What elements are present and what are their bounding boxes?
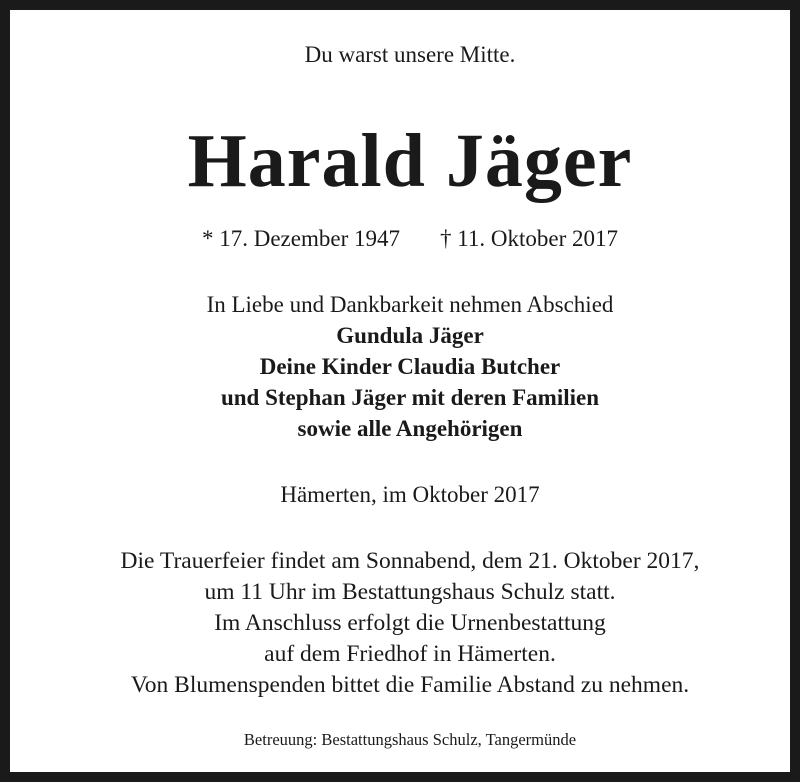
funeral-info-line: auf dem Friedhof in Hämerten. (264, 641, 556, 667)
funeral-info-line: um 11 Uhr im Bestattungshaus Schulz statt. (204, 579, 616, 605)
farewell-intro: In Liebe und Dankbarkeit nehmen Abschied (206, 292, 614, 317)
mourner-line: Deine Kinder Claudia Butcher (259, 354, 561, 379)
funeral-info-line: Die Trauerfeier findet am Sonnabend, dem 21. Oktober 2017, (120, 548, 700, 574)
funeral-info-line: Im Anschluss erfolgt die Urnenbestattung (214, 610, 606, 636)
deceased-name: Harald Jäger (187, 119, 633, 203)
death-date: † 11. Oktober 2017 (439, 226, 618, 251)
funeral-home-credit: Betreuung: Bestattungshaus Schulz, Tangermünde (243, 730, 577, 749)
life-dates (10, 226, 800, 252)
place-date: Hämerten, im Oktober 2017 (280, 482, 540, 507)
funeral-info-line: Von Blumenspenden bittet die Familie Abstand zu nehmen. (130, 672, 690, 698)
mourner-line: Gundula Jäger (336, 323, 484, 348)
birth-date: * 17. Dezember 1947 (201, 226, 400, 251)
mourner-line: sowie alle Angehörigen (297, 416, 523, 441)
mourner-line: und Stephan Jäger mit deren Familien (220, 385, 600, 410)
motto: Du warst unsere Mitte. (304, 42, 516, 67)
